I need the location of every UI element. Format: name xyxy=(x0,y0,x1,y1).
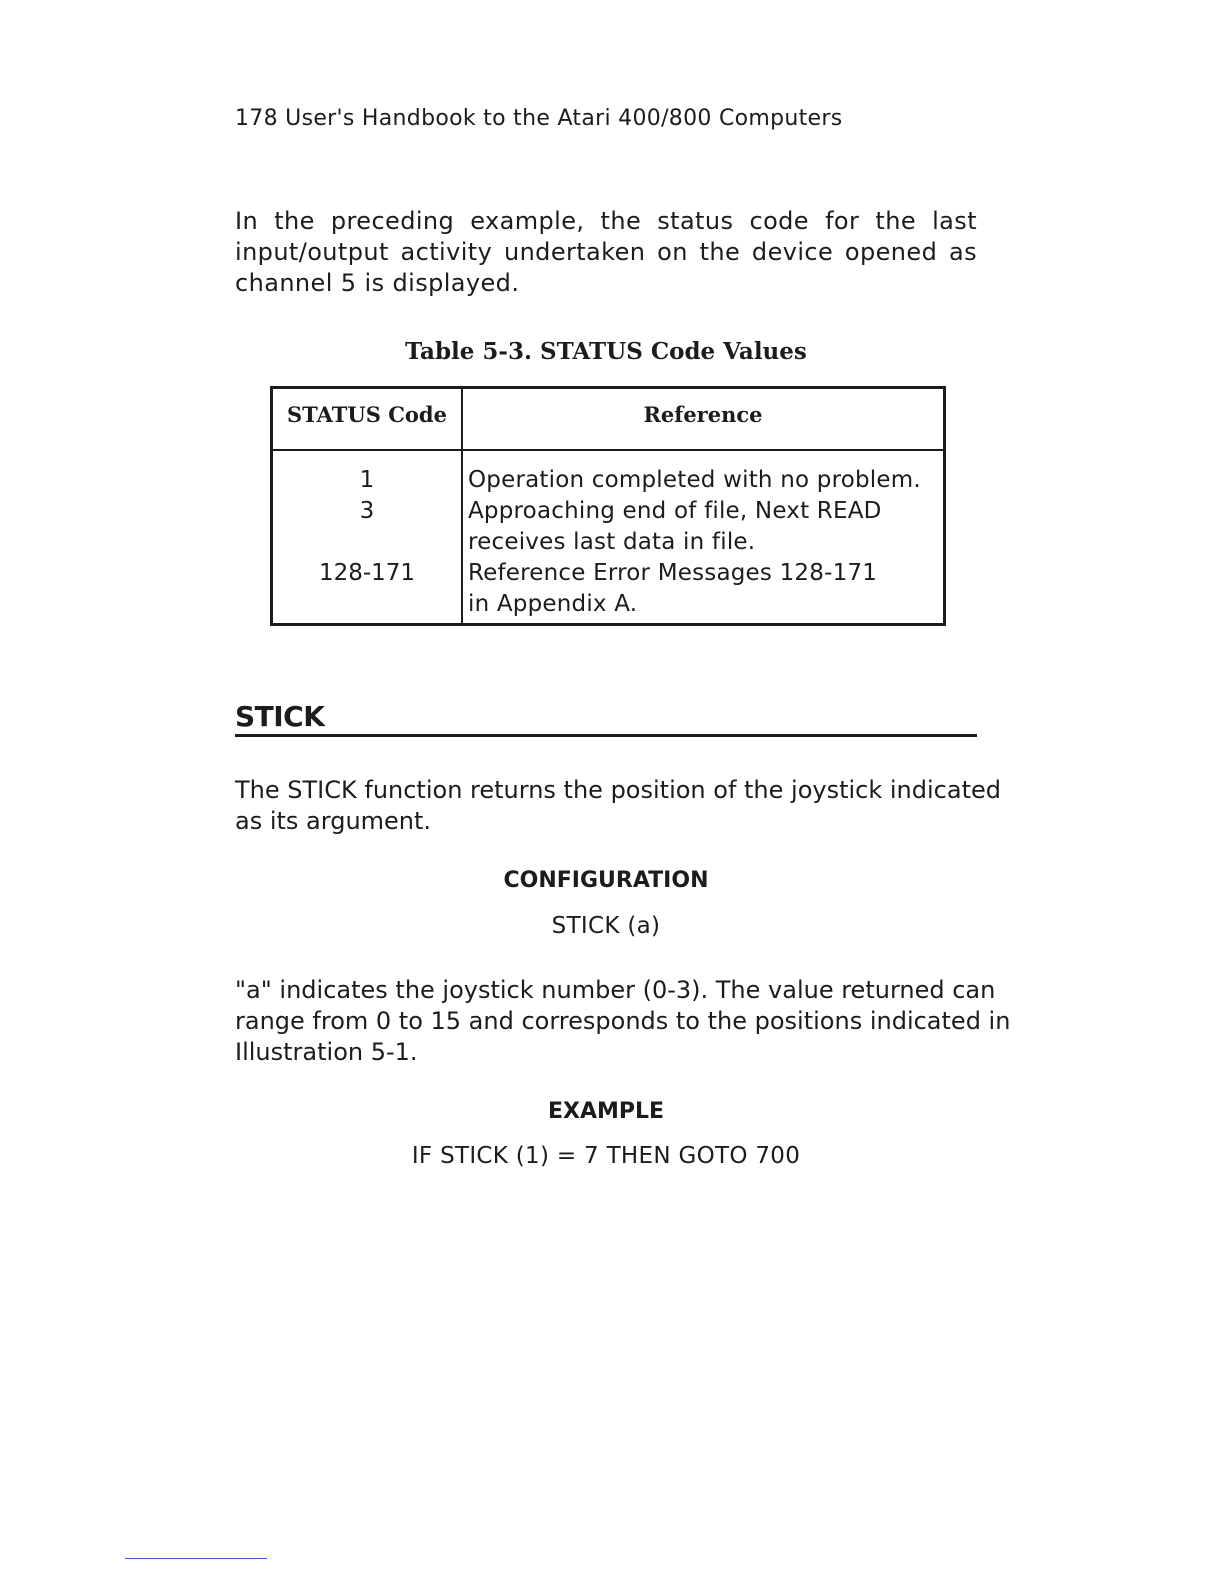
column-header-reference: Reference xyxy=(643,402,763,427)
intro-line: channel 5 is displayed. xyxy=(235,269,520,297)
running-head: 178 User's Handbook to the Atari 400/800 Computers xyxy=(235,106,843,131)
reference-line: Approaching end of file, Next READ xyxy=(468,498,882,524)
reference-line: receives last data in file. xyxy=(468,529,756,555)
intro-line: In the preceding example, the status code for the last xyxy=(235,207,977,235)
example-heading: EXAMPLE xyxy=(547,1099,665,1124)
description-line: The STICK function returns the position of the joystick indicated xyxy=(235,776,1001,804)
column-header-status-code: STATUS Code xyxy=(287,402,447,427)
table-cell-code: 3 xyxy=(359,498,375,524)
section-heading-stick: STICK xyxy=(235,700,325,733)
intro-line: input/output activity undertaken on the device opened as xyxy=(235,238,977,266)
intro-paragraph xyxy=(235,206,977,299)
description-line: as its argument. xyxy=(235,807,432,835)
stick-detail xyxy=(235,975,1011,1068)
footnote-rule xyxy=(125,1558,267,1559)
status-code-table xyxy=(270,386,946,626)
reference-line: Reference Error Messages 128-171 xyxy=(468,560,878,586)
table-cell-reference xyxy=(468,496,946,558)
configuration-syntax: STICK (a) xyxy=(551,913,661,939)
reference-line: in Appendix A. xyxy=(468,591,638,617)
table-cell-reference xyxy=(468,558,946,620)
section-rule xyxy=(235,734,977,737)
table-caption: Table 5-3. STATUS Code Values xyxy=(405,338,807,365)
header-rule xyxy=(273,449,943,451)
configuration-heading: CONFIGURATION xyxy=(503,868,709,893)
table-cell-reference xyxy=(468,465,946,496)
example-code: IF STICK (1) = 7 THEN GOTO 700 xyxy=(411,1143,801,1169)
table-cell-code: 128-171 xyxy=(318,560,416,586)
stick-description xyxy=(235,775,1001,837)
detail-line: "a" indicates the joystick number (0-3). The value returned can xyxy=(235,976,996,1004)
reference-line: Operation completed with no problem. xyxy=(468,467,921,493)
detail-line: Illustration 5-1. xyxy=(235,1038,418,1066)
detail-line: range from 0 to 15 and corresponds to the positions indicated in xyxy=(235,1007,1011,1035)
table-cell-code: 1 xyxy=(359,467,375,493)
